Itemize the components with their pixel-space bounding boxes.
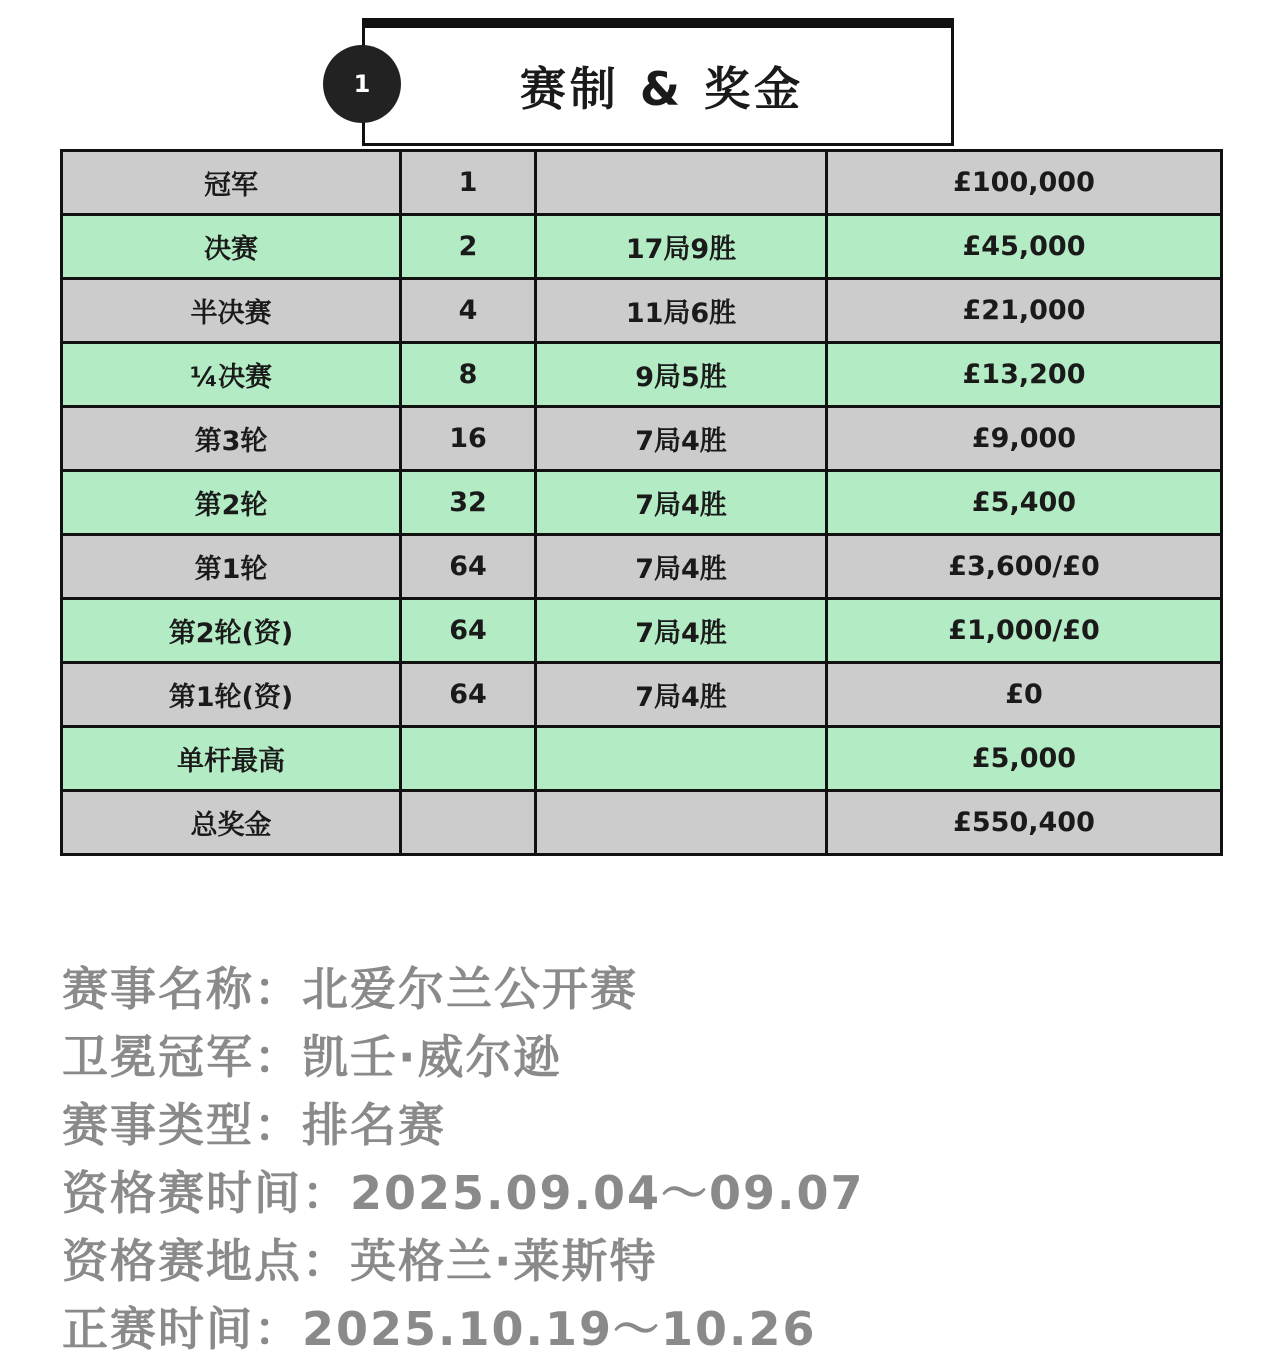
prize-cell: £5,400 — [827, 471, 1222, 535]
info-label: 资格赛地点： — [62, 1234, 350, 1288]
players-cell — [401, 727, 536, 791]
format-cell: 7局4胜 — [536, 663, 827, 727]
info-value: 排名赛 — [302, 1098, 446, 1152]
info-line-qualifier-dates — [62, 1159, 865, 1227]
prize-cell: £0 — [827, 663, 1222, 727]
format-cell — [536, 791, 827, 855]
format-cell: 9局5胜 — [536, 343, 827, 407]
prize-cell: £550,400 — [827, 791, 1222, 855]
section-number-badge: 1 — [323, 45, 401, 123]
players-cell: 64 — [401, 535, 536, 599]
format-cell: 7局4胜 — [536, 471, 827, 535]
prize-cell: £45,000 — [827, 215, 1222, 279]
info-value: 北爱尔兰公开赛 — [302, 962, 638, 1016]
info-line-qualifier-venue — [62, 1227, 865, 1295]
info-value: 凯壬·威尔逊 — [302, 1030, 562, 1084]
table-row — [62, 151, 1222, 215]
info-label: 正赛时间： — [62, 1302, 302, 1356]
stage-cell: ¼决赛 — [62, 343, 401, 407]
prize-cell: £9,000 — [827, 407, 1222, 471]
prize-table — [60, 149, 1223, 856]
format-cell: 7局4胜 — [536, 599, 827, 663]
stage-cell: 第3轮 — [62, 407, 401, 471]
stage-cell: 第2轮(资) — [62, 599, 401, 663]
info-line-event-name — [62, 955, 865, 1023]
format-cell: 7局4胜 — [536, 535, 827, 599]
format-cell — [536, 727, 827, 791]
format-cell: 11局6胜 — [536, 279, 827, 343]
stage-cell: 第1轮 — [62, 535, 401, 599]
info-label: 卫冕冠军： — [62, 1030, 302, 1084]
info-line-main-dates — [62, 1295, 865, 1363]
table-row — [62, 791, 1222, 855]
event-info — [62, 955, 865, 1363]
players-cell: 64 — [401, 663, 536, 727]
table-row — [62, 599, 1222, 663]
info-label: 资格赛时间： — [62, 1166, 350, 1220]
prize-cell: £13,200 — [827, 343, 1222, 407]
format-cell: 7局4胜 — [536, 407, 827, 471]
section-header — [362, 18, 954, 146]
players-cell: 8 — [401, 343, 536, 407]
prize-cell: £1,000/£0 — [827, 599, 1222, 663]
info-value: 英格兰·莱斯特 — [350, 1234, 658, 1288]
players-cell — [401, 791, 536, 855]
players-cell: 4 — [401, 279, 536, 343]
table-row — [62, 727, 1222, 791]
stage-cell: 第1轮(资) — [62, 663, 401, 727]
info-line-defending-champion — [62, 1023, 865, 1091]
players-cell: 1 — [401, 151, 536, 215]
table-row — [62, 535, 1222, 599]
info-label: 赛事名称： — [62, 962, 302, 1016]
stage-cell: 总奖金 — [62, 791, 401, 855]
section-title: 赛制 & 奖金 — [519, 61, 805, 116]
players-cell: 32 — [401, 471, 536, 535]
stage-cell: 半决赛 — [62, 279, 401, 343]
stage-cell: 决赛 — [62, 215, 401, 279]
prize-cell: £21,000 — [827, 279, 1222, 343]
table-row — [62, 343, 1222, 407]
stage-cell: 第2轮 — [62, 471, 401, 535]
prize-cell: £5,000 — [827, 727, 1222, 791]
players-cell: 2 — [401, 215, 536, 279]
table-row — [62, 215, 1222, 279]
players-cell: 64 — [401, 599, 536, 663]
format-cell — [536, 151, 827, 215]
stage-cell: 冠军 — [62, 151, 401, 215]
table-row — [62, 663, 1222, 727]
table-row — [62, 471, 1222, 535]
table-row — [62, 279, 1222, 343]
prize-cell: £3,600/£0 — [827, 535, 1222, 599]
stage-cell: 单杆最高 — [62, 727, 401, 791]
table-row — [62, 407, 1222, 471]
players-cell: 16 — [401, 407, 536, 471]
prize-cell: £100,000 — [827, 151, 1222, 215]
info-value: 2025.09.04～09.07 — [350, 1166, 865, 1220]
info-line-event-type — [62, 1091, 865, 1159]
format-cell: 17局9胜 — [536, 215, 827, 279]
info-value: 2025.10.19～10.26 — [302, 1302, 817, 1356]
info-label: 赛事类型： — [62, 1098, 302, 1152]
